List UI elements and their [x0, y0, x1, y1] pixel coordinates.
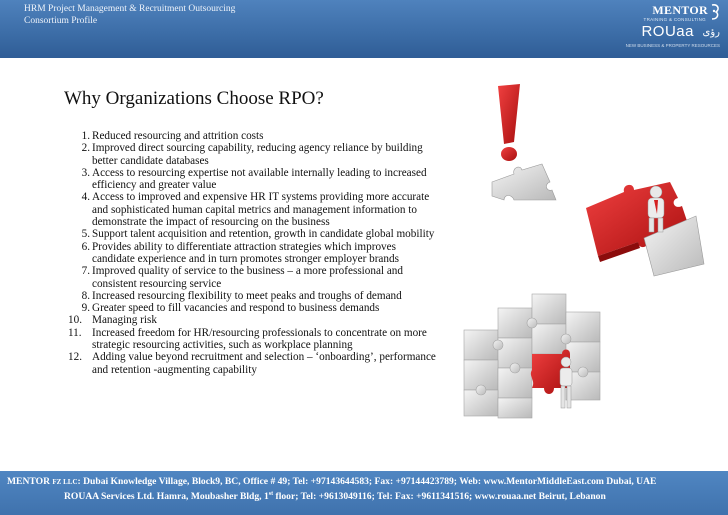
reason-number: 1. [81, 130, 90, 142]
reason-number: 4. [81, 191, 90, 204]
reason-text: Increased resourcing flexibility to meet peaks and troughs of demand [92, 289, 402, 302]
footer-rouaa-details-a: ROUAA Services Ltd. Hamra, Moubasher Bldg, 1 [64, 491, 269, 503]
reason-item [70, 265, 436, 290]
reason-number: 12. [68, 351, 82, 364]
header-band [0, 0, 728, 58]
reason-number: 9. [81, 302, 90, 315]
footer-mentor-details: : Dubai Knowledge Village, Block9, BC, Office # 49; Tel: +97143644583; Fax: +97144423789; Web: www.MentorMiddleEast.com Dubai, UAE [77, 476, 657, 487]
reason-item [70, 327, 436, 352]
footer-rouaa-details-b: floor; Tel: +9613049116; Tel: Fax: +9611341516; www.rouaa.net Beirut, Lebanon [273, 491, 606, 503]
reason-text: Managing risk [92, 314, 157, 327]
header-text [24, 3, 235, 27]
reason-text: Access to improved and expensive HR IT systems providing more accurate and sophisticated human capital metrics and management information to demonstrate the impact of resourcing on the business [92, 191, 430, 229]
reason-text: Adding value beyond recruitment and selection – ‘onboarding’, performance and retention -augmenting capability [92, 351, 436, 376]
rouaa-logo-text: ROUaa [641, 23, 694, 40]
reason-item [70, 314, 436, 326]
logos [625, 3, 722, 55]
reason-number: 6. [81, 240, 90, 253]
reasons-list [70, 130, 436, 376]
reason-number: 3. [81, 166, 90, 179]
reason-text: Improved direct sourcing capability, reducing agency reliance by building better candidate databases [92, 142, 423, 167]
reason-item [70, 290, 436, 302]
rouaa-logo-tagline: NEW BUSINESS & PROPERTY RESOURCES [625, 43, 720, 48]
reason-text: Support talent acquisition and retention, growth in candidate global mobility [92, 228, 435, 241]
footer-mentor-name: MENTOR [7, 476, 50, 487]
man-on-puzzle-illustration [584, 178, 708, 278]
reason-item [70, 351, 436, 376]
footer-rouaa-sup: st [268, 491, 274, 497]
exclamation-puzzle-illustration [484, 82, 570, 202]
footer-mentor-line [7, 476, 656, 489]
page-title: Why Organizations Choose RPO? [64, 88, 324, 109]
rouaa-logo-arabic: رؤى [702, 27, 720, 38]
reason-text: Provides ability to differentiate attraction strategies which improves candidate experience and in turn promotes stronger employer brands [92, 240, 399, 265]
puzzle-wall-illustration [458, 288, 608, 426]
reason-text: Reduced resourcing and attrition costs [92, 130, 264, 142]
mentor-logo-tagline: TRAINING & CONSULTING [643, 17, 706, 22]
reason-number: 2. [81, 142, 90, 155]
reason-number: 11. [68, 326, 82, 339]
reason-item [70, 142, 436, 167]
reason-item [70, 191, 436, 228]
reason-item [70, 302, 436, 314]
reason-text: Greater speed to fill vacancies and respond to business demands [92, 302, 380, 315]
reason-text: Improved quality of service to the business – a more professional and consistent resourcing service [92, 265, 403, 290]
reason-item [70, 241, 436, 266]
mentor-logo-text: MENTOR [652, 3, 708, 17]
footer-mentor-suffix: FZ LLC [52, 478, 78, 486]
reason-number: 5. [81, 228, 90, 241]
reason-text: Increased freedom for HR/resourcing professionals to concentrate on more strategic resourcing activities, such as workplace planning [92, 326, 427, 352]
header-line-1: HRM Project Management & Recruitment Outsourcing [24, 4, 236, 14]
reason-item [70, 228, 436, 240]
mentor-logo-mark-icon [708, 3, 722, 21]
reason-text: Access to resourcing expertise not available internally leading to increased efficiency and greater value [92, 166, 427, 192]
footer [0, 471, 728, 515]
header-line-2: Consortium Profile [24, 16, 98, 26]
footer-rouaa-line [64, 489, 606, 503]
reason-number: 7. [81, 265, 90, 278]
reason-number: 8. [81, 289, 90, 302]
reason-number: 10. [68, 314, 82, 327]
reason-item [70, 130, 436, 142]
reason-item [70, 167, 436, 192]
